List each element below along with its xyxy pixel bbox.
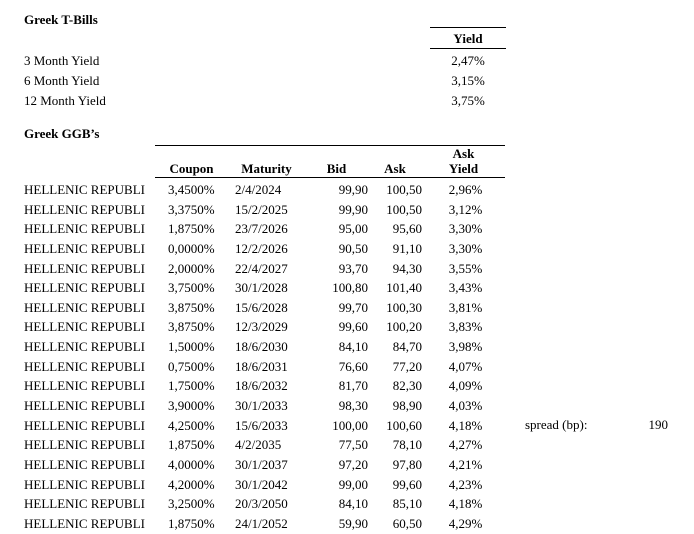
bond-row xyxy=(24,416,505,436)
bond-bid: 98,30 xyxy=(338,398,368,414)
bond-maturity: 23/7/2026 xyxy=(235,221,288,237)
bond-row xyxy=(24,219,505,239)
bond-coupon: 3,2500% xyxy=(168,496,215,512)
bond-ask: 84,70 xyxy=(392,339,422,355)
bond-ask: 78,10 xyxy=(392,437,422,453)
bond-maturity: 30/1/2042 xyxy=(235,476,288,492)
bond-coupon: 2,0000% xyxy=(168,260,215,276)
bond-name: HELLENIC REPUBLI xyxy=(24,358,145,374)
bond-name: HELLENIC REPUBLI xyxy=(24,299,145,315)
bond-name: HELLENIC REPUBLI xyxy=(24,496,145,512)
tbills-section-title: Greek T-Bills xyxy=(24,12,98,27)
bond-maturity: 20/3/2050 xyxy=(235,496,288,512)
bond-bid: 77,50 xyxy=(338,437,368,453)
bond-bid: 84,10 xyxy=(338,339,368,355)
column-header-ask-yield-line2: Yield xyxy=(448,161,479,176)
bond-row xyxy=(24,259,505,279)
bond-bid: 100,80 xyxy=(332,280,368,296)
bond-ask: 60,50 xyxy=(392,515,422,531)
bond-coupon: 1,7500% xyxy=(168,378,215,394)
bond-name: HELLENIC REPUBLI xyxy=(24,476,145,492)
bond-row xyxy=(24,475,505,495)
bond-ask: 94,30 xyxy=(392,260,422,276)
bond-name: HELLENIC REPUBLI xyxy=(24,437,145,453)
bond-maturity: 22/4/2027 xyxy=(235,260,288,276)
bond-ask: 99,60 xyxy=(392,476,422,492)
ggb-table-header xyxy=(155,145,505,178)
bond-row xyxy=(24,494,505,514)
bond-ask-yield: 2,96% xyxy=(448,182,483,197)
bond-ask: 77,20 xyxy=(392,358,422,374)
bond-row xyxy=(24,239,505,259)
bond-name: HELLENIC REPUBLI xyxy=(24,339,145,355)
column-header-ask: Ask xyxy=(384,161,406,176)
bond-ask-yield: 3,30% xyxy=(448,240,483,256)
bond-name: HELLENIC REPUBLI xyxy=(24,378,145,394)
bond-ask-yield: 3,98% xyxy=(448,339,483,355)
bond-ask-yield: 3,55% xyxy=(448,260,483,276)
spread-label: spread (bp): xyxy=(525,417,588,432)
bond-row xyxy=(24,376,505,396)
bond-row xyxy=(24,317,505,337)
bond-name: HELLENIC REPUBLI xyxy=(24,417,145,433)
bond-row xyxy=(24,200,505,220)
bond-name: HELLENIC REPUBLI xyxy=(24,221,145,237)
bond-coupon: 3,4500% xyxy=(168,182,215,197)
bond-ask: 98,90 xyxy=(392,398,422,414)
bond-ask-yield: 4,29% xyxy=(448,515,483,531)
tbill-label: 6 Month Yield xyxy=(24,73,100,88)
bond-ask-yield: 4,23% xyxy=(448,476,483,492)
bond-ask: 91,10 xyxy=(392,240,422,256)
bond-coupon: 4,2500% xyxy=(168,417,215,433)
bond-ask: 85,10 xyxy=(392,496,422,512)
column-header-maturity: Maturity xyxy=(241,161,292,176)
bond-coupon: 3,9000% xyxy=(168,398,215,414)
bond-coupon: 4,2000% xyxy=(168,476,215,492)
bond-maturity: 30/1/2037 xyxy=(235,456,288,472)
bond-coupon: 1,8750% xyxy=(168,437,215,453)
bond-ask-yield: 4,03% xyxy=(448,398,483,414)
bond-name: HELLENIC REPUBLI xyxy=(24,319,145,335)
bond-maturity: 18/6/2031 xyxy=(235,358,288,374)
bond-row xyxy=(24,337,505,357)
bond-row xyxy=(24,298,505,318)
bond-ask-yield: 4,21% xyxy=(448,456,483,472)
bond-row xyxy=(24,455,505,475)
tbill-yield-value: 2,47% xyxy=(451,53,485,68)
ggb-section-title: Greek GGB’s xyxy=(24,126,100,141)
column-header-bid: Bid xyxy=(326,161,347,176)
bond-maturity: 30/1/2033 xyxy=(235,398,288,414)
bond-maturity: 15/2/2025 xyxy=(235,201,288,217)
bond-name: HELLENIC REPUBLI xyxy=(24,515,145,531)
bond-maturity: 18/6/2030 xyxy=(235,339,288,355)
bond-bid: 84,10 xyxy=(338,496,368,512)
bond-bid: 99,60 xyxy=(338,319,368,335)
tbill-yield-value: 3,15% xyxy=(451,73,485,88)
column-header-ask-yield xyxy=(422,146,505,176)
bond-bid: 97,20 xyxy=(338,456,368,472)
bond-ask-yield: 3,43% xyxy=(448,280,483,296)
bond-name: HELLENIC REPUBLI xyxy=(24,280,145,296)
bond-ask: 100,50 xyxy=(386,201,422,217)
bond-ask-yield: 3,83% xyxy=(448,319,483,335)
bond-ask: 100,30 xyxy=(386,299,422,315)
bond-bid: 99,00 xyxy=(338,476,368,492)
bond-coupon: 3,3750% xyxy=(168,201,215,217)
bond-name: HELLENIC REPUBLI xyxy=(24,201,145,217)
tbill-label: 3 Month Yield xyxy=(24,53,100,68)
bond-ask: 82,30 xyxy=(392,378,422,394)
bond-row xyxy=(24,278,505,298)
bond-ask: 100,20 xyxy=(386,319,422,335)
bond-coupon: 3,8750% xyxy=(168,299,215,315)
bond-ask-yield: 3,81% xyxy=(448,299,483,315)
bond-ask: 101,40 xyxy=(386,280,422,296)
column-header-ask-yield-line1: Ask xyxy=(452,146,475,161)
bond-bid: 81,70 xyxy=(338,378,368,394)
bond-ask: 100,60 xyxy=(386,417,422,433)
bond-coupon: 1,8750% xyxy=(168,515,215,531)
bond-maturity: 4/2/2035 xyxy=(235,437,282,453)
tbills-yield-header: Yield xyxy=(430,27,506,49)
bond-maturity: 12/3/2029 xyxy=(235,319,288,335)
bond-maturity: 2/4/2024 xyxy=(235,182,282,197)
spread-annotation xyxy=(525,415,668,435)
tbill-label: 12 Month Yield xyxy=(24,93,106,108)
bond-bid: 95,00 xyxy=(338,221,368,237)
bond-maturity: 15/6/2028 xyxy=(235,299,288,315)
ggb-table-body xyxy=(24,180,505,534)
bond-ask-yield: 3,12% xyxy=(448,201,483,217)
bond-bid: 99,70 xyxy=(338,299,368,315)
bond-ask-yield: 4,18% xyxy=(448,417,483,433)
bond-maturity: 30/1/2028 xyxy=(235,280,288,296)
bond-name: HELLENIC REPUBLI xyxy=(24,398,145,414)
bond-name: HELLENIC REPUBLI xyxy=(24,260,145,276)
bond-coupon: 3,8750% xyxy=(168,319,215,335)
bond-bid: 93,70 xyxy=(338,260,368,276)
bond-coupon: 3,7500% xyxy=(168,280,215,296)
bond-row xyxy=(24,435,505,455)
bond-ask: 95,60 xyxy=(392,221,422,237)
bond-bid: 99,90 xyxy=(338,182,368,197)
spread-value: 190 xyxy=(648,417,668,432)
bond-coupon: 1,8750% xyxy=(168,221,215,237)
tbill-yield-value: 3,75% xyxy=(451,93,485,108)
bond-ask-yield: 4,07% xyxy=(448,358,483,374)
bond-ask: 97,80 xyxy=(392,456,422,472)
bond-bid: 76,60 xyxy=(338,358,368,374)
bond-bid: 90,50 xyxy=(338,240,368,256)
tbills-yield-column xyxy=(430,27,506,111)
bond-row xyxy=(24,357,505,377)
tbills-labels xyxy=(24,51,106,111)
bond-ask-yield: 4,09% xyxy=(448,378,483,394)
bond-maturity: 24/1/2052 xyxy=(235,515,288,531)
bond-coupon: 0,7500% xyxy=(168,358,215,374)
bond-bid: 100,00 xyxy=(332,417,368,433)
bond-ask-yield: 4,27% xyxy=(448,437,483,453)
column-header-coupon: Coupon xyxy=(169,161,214,176)
bond-maturity: 18/6/2032 xyxy=(235,378,288,394)
bond-bid: 99,90 xyxy=(338,201,368,217)
bond-coupon: 1,5000% xyxy=(168,339,215,355)
bond-maturity: 12/2/2026 xyxy=(235,240,288,256)
bond-coupon: 4,0000% xyxy=(168,456,215,472)
bond-name: HELLENIC REPUBLI xyxy=(24,240,145,256)
bond-ask-yield: 4,18% xyxy=(448,496,483,512)
bond-ask-yield: 3,30% xyxy=(448,221,483,237)
bond-bid: 59,90 xyxy=(338,515,368,531)
bond-name: HELLENIC REPUBLI xyxy=(24,456,145,472)
bond-name: HELLENIC REPUBLI xyxy=(24,182,145,197)
bond-row xyxy=(24,396,505,416)
bond-row xyxy=(24,180,505,200)
bond-ask: 100,50 xyxy=(386,182,422,197)
bond-maturity: 15/6/2033 xyxy=(235,417,288,433)
bond-coupon: 0,0000% xyxy=(168,240,215,256)
